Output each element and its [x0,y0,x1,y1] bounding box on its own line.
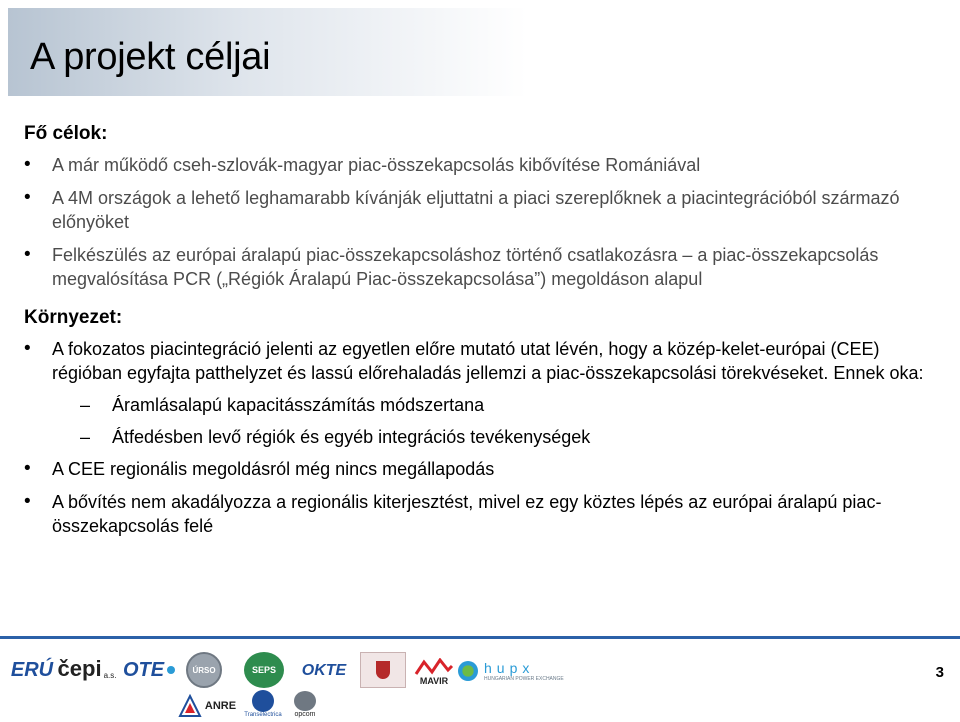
opcom-small-logo: opcom [288,688,322,720]
list-item: • A fokozatos piacintegráció jelenti az egyetlen előre mutató utat lévén, hogy a közép-kelet-európai (CEE) régióban egyfajta patthelyzet és lassú előrehaladás jellemzi a piac-összekapcsolási törekvéseket. Ennek oka: – Áramlásalapú kapacitásszámítás módszertana – Átfedésben levő régiók és egyéb integrációs tevékenységek [24,338,944,448]
sub-list-item: – Áramlásalapú kapacitásszámítás módszertana [80,395,485,415]
footer-divider [0,636,960,639]
anre-logo: ANRE [174,692,240,720]
bullet-icon: • [24,338,31,359]
hupx-dot-icon [458,661,478,681]
mavir-logo: MAVIR [412,650,456,694]
anre-triangle-icon [178,694,202,718]
dash-icon: – [80,395,91,415]
section-heading-environment: Környezet: [24,307,123,328]
list-item: • A 4M országok a lehető leghamarabb kívánják eljuttatni a piaci szereplőknek a piacintegrációból származó előnyöket [24,187,900,232]
title-bar [8,8,952,96]
list-item: • A CEE regionális megoldásról még nincs megállapodás [24,458,495,479]
bullet-icon: • [24,154,31,175]
transelectrica-logo: Transelectrica [244,688,282,720]
mavir-wave-icon [414,658,454,676]
sub-list [52,394,944,448]
section-heading-main-goals: Fő célok: [24,123,108,144]
seps-logo: SEPS [244,652,284,688]
bullet-icon: • [24,458,31,479]
bullet-icon: • [24,187,31,208]
bullet-icon: • [24,244,31,265]
crest-logo [360,652,406,688]
environment-list [24,338,944,539]
dash-icon: – [80,427,91,447]
sub-list-item: – Átfedésben levő régiók és egyéb integrációs tevékenységek [80,427,591,447]
slide-content [24,118,944,548]
list-item: • A bővítés nem akadályozza a regionális kiterjesztést, mivel ez egy köztes lépés az európai áralapú piac-összekapcsolás felé [24,491,882,536]
opcom-logo: OKTE [301,662,347,679]
slide-title: A projekt céljai [30,36,271,78]
cepi-logo: čepi a.s. [57,656,117,681]
main-goals-list [24,154,944,292]
eru-logo: ERÚ [10,658,54,681]
list-item: • A már működő cseh-szlovák-magyar piac-összekapcsolás kibővítése Romániával [24,154,701,175]
partner-logos [0,648,960,722]
crest-shield-icon [376,661,390,679]
bullet-icon: • [24,491,31,512]
list-item: • Felkészülés az európai áralapú piac-összekapcsoláshoz történő csatlakozásra – a piac-összekapcsolás megvalósítása PCR („Régiók Áralapú Piac-összekapcsolása”) megoldáson alapul [24,244,879,289]
hupx-logo: hupx HUNGARIAN POWER EXCHANGE [458,654,568,688]
transelectrica-globe-icon [252,690,274,712]
ote-logo: OTE [120,656,178,684]
page-number: 3 [935,664,944,681]
ote-dot-icon [167,666,175,674]
urso-logo: ÚRSO [186,652,222,688]
opcom-globe-icon [294,691,316,711]
